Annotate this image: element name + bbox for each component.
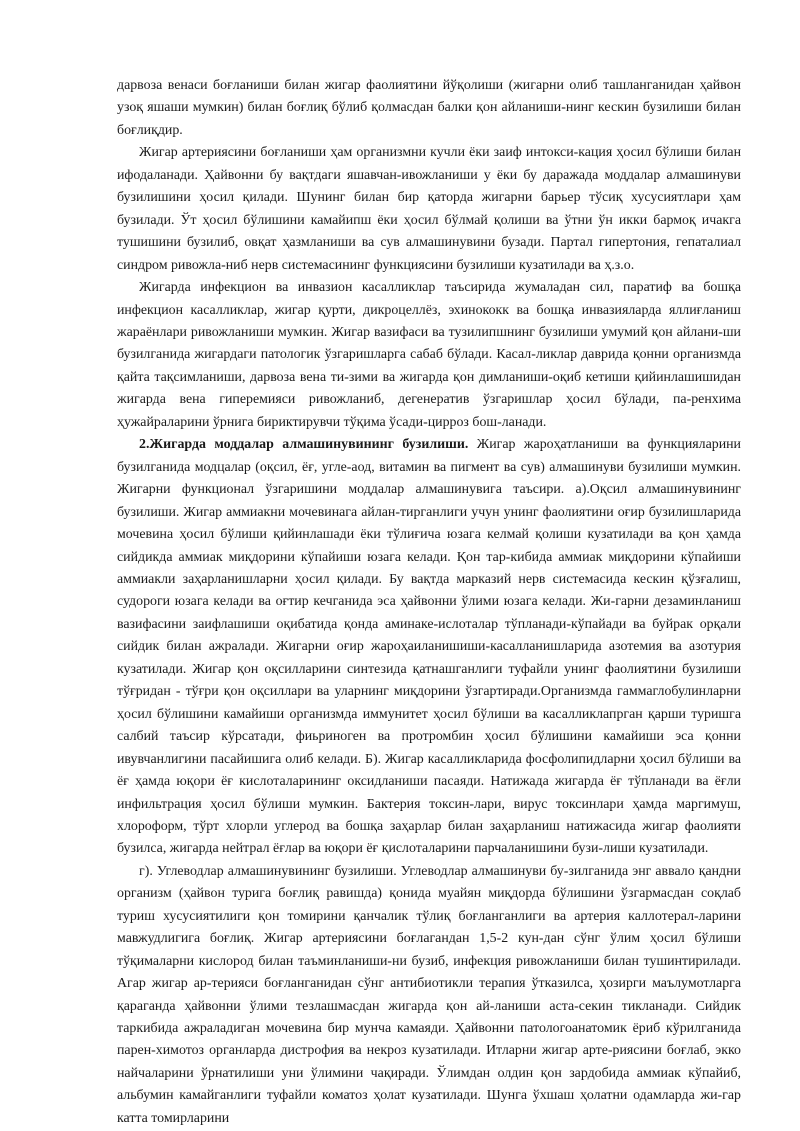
section-heading: 2.Жигарда моддалар алмашинувининг бузилиши.	[139, 437, 469, 453]
paragraph-text: Жигарда инфекцион ва инвазион касалликлар таъсирида жумаладан сил, паратиф ва бошқа инфекцион касалликлар, жигар қурти, дикроцеллёз, эхинококк ва бошқа инвазияларда яллиғланиш жараёнлари ривожланиши мумкин. Жигар вазифаси ва тузилипшнинг бузилиши умумий қон айлани-ши бузилганида жигардаги патологик ўзгаришларга сабаб бўлади. Касал-ликлар даврида қонни организмда қайта тақсимланиши, дарвоза вена ти-зими ва жигарда қон димланиши-оқиб кетиши қийинлашишидан жигарда вена гиперемияси ривожланиб, дегенератив ўзгаришлар ҳосил бўлади, па-ренхима ҳужайраларини ўрнига бириктирувчи тўқима ўсади-цирроз бош-ланади.	[117, 280, 741, 430]
paragraph-text: Жигар артериясини боғланиши ҳам организмни кучли ёки заиф интокси-кация ҳосил бўлиши билан ифодаланади. Ҳайвонни бу вақтдаги яшавчан-ивожланиши у ёки бу даражада моддалар алмашинуви бузилишини ҳосил қилади. Шунинг билан бир қаторда жигарни барьер тўсиқ хусусиятлари ҳам бузилади. Ўт ҳосил бўлишини камайипш ёки ҳосил бўлмай қолиши ва ўтни ўн икки бармоқ ичакга тушишини бузилиб, овқат ҳазмланиши ва сув алмашинувини бузади. Партал гипертония, гепаталиал синдром ривожла-ниб нерв системасининг функциясини бузилиши кузатилади ва ҳ.з.о.	[117, 145, 741, 273]
paragraph-infections	[117, 277, 741, 434]
paragraph-text: Жигар жароҳатланиши ва функцияларини бузилганида модцалар (оқсил, ёғ, угле-аод, витамин ва пигмент ва сув) алмашинуви бузилиши мумкин. Жигарни функционал ўзгаришини моддалар алмашинувига таъсири. а).Оқсил алмашинувининг бузилиши. Жигар аммиакни мочевинага айлан-тирганлиги учун унинг фаолиятини оғир бузилишларида мочевина ҳосил бўлиши қийинлашади ёки тўлиғича юзага келмай қолиши кузатилади ва қон ҳамда сийдикда аммиак миқдорини кўпайиши юзага келади. Қон тар-кибида аммиак миқдорини кўпайиши аммиакли заҳарланишларни ҳосил қилади. Бу вақтда марказий нерв системасида кескин қўзғалиш, судороги юзага келади ва оғтир кечганида эса ҳайвонни ўлими юзага келади. Жи-гарни дезаминланиш вазифасини заифлашиши оқибатида қонда аминаке-ислоталар тўпланади-кўпайади ва буйрак орқали сийдик билан ажралади. Жигарни оғир жароҳаиланишиши-касалланишларида азотемия ва азотурия кузатилади. Жигар қон оқсилларини синтезида қатнашганлиги туфайли унинг фаолиятини бузилиши тўғридан - тўғри қон оқсиллари ва уларнинг миқдорини ўзгартиради.Организмда гаммаглобулинларни ҳосил бўлишини камайиши организмда иммунитет ҳосил бўлиши ва касалликлапрган қарши туришга салбий таъсир кўрсатади, фиьриноген ва протромбин ҳосил бўлишини камайиши эса қонни ивувчанлигини пасайишига олиб келади. Б). Жигар касалликларида фосфолипидларни ҳосил бўлиши ва ёғ ҳамда юқори ёғ кислоталарининг оксидланиши пасаяди. Натижада жигарда ёғ тўпланади ва ёғли инфильтрация ҳосил бўлиши мумкин. Бактерия токсин-лари, вирус токсинлари ҳамда маргимуш, хлороформ, тўрт хлорли углерод ва бошқа заҳарлар билан заҳарланиш натижасида жигар фаолияти бузилса, жигарда нейтрал ёғлар ва юқори ёғ қислоталарини парчаланишини бузи-лиши кузатилади.	[117, 437, 741, 857]
document-page	[117, 75, 741, 1130]
paragraph-text: г). Углеводлар алмашинувининг бузилиши. Углеводлар алмашинуви бу-зилганида энг аввало қандни организм (ҳайвон турига боғлиқ равишда) қонида муайян миқдорда бўлишини ўзгармасдан соқлаб туриш хусусиятилиги қон томирини қанчалик тўлиқ боғланганлиги ва артерия каллотерал-ларини мавжудлигига боғлиқ. Жигар артериясини боғлагандан 1,5-2 кун-дан сўнг ўлим ҳосил бўлиши тўқималарни кислород билан таъминланиши-ни бузиб, инфекция ривожланиши билан тушинтирилади. Агар жигар ар-терияси боғланганидан сўнг антибиотикли терапия ўтказилса, ҳозирги маълумотларга қараганда ҳайвонни ўлими тезлашмасдан жигарда қон ай-ланиши аста-секин тикланади. Сийдик таркибида ажраладиган мочевина бир мунча камаяди. Ҳайвонни патологоанатомик ёриб кўрилганида парен-химотоз органларда дистрофия ва некроз кузатилади. Итларни жигар арте-риясини боғлаб, экко найчаларини ўрнатилиши уни ўлимини чақиради. Ўлимдан олдин қон зардобида аммиак кўпайиб, альбумин камайганлиги туфайли коматоз ҳолат кузатилади. Шунга ўхшаш ҳолатни одамларда жи-гар катта томирларини	[117, 863, 741, 1126]
paragraph-metabolism	[117, 434, 741, 861]
paragraph-artery-ligation	[117, 142, 741, 277]
paragraph-text: дарвоза венаси боғланиши билан жигар фаолиятини йўқолиши (жигарни олиб ташланганидан ҳайвон узоқ яшаши мумкин) билан боғлиқ бўлиб қолмасдан балки қон айланиши-нинг кескин бузилиши билан боғлиқдир.	[117, 78, 741, 138]
paragraph-carbohydrates	[117, 861, 741, 1130]
paragraph-continuation	[117, 75, 741, 142]
